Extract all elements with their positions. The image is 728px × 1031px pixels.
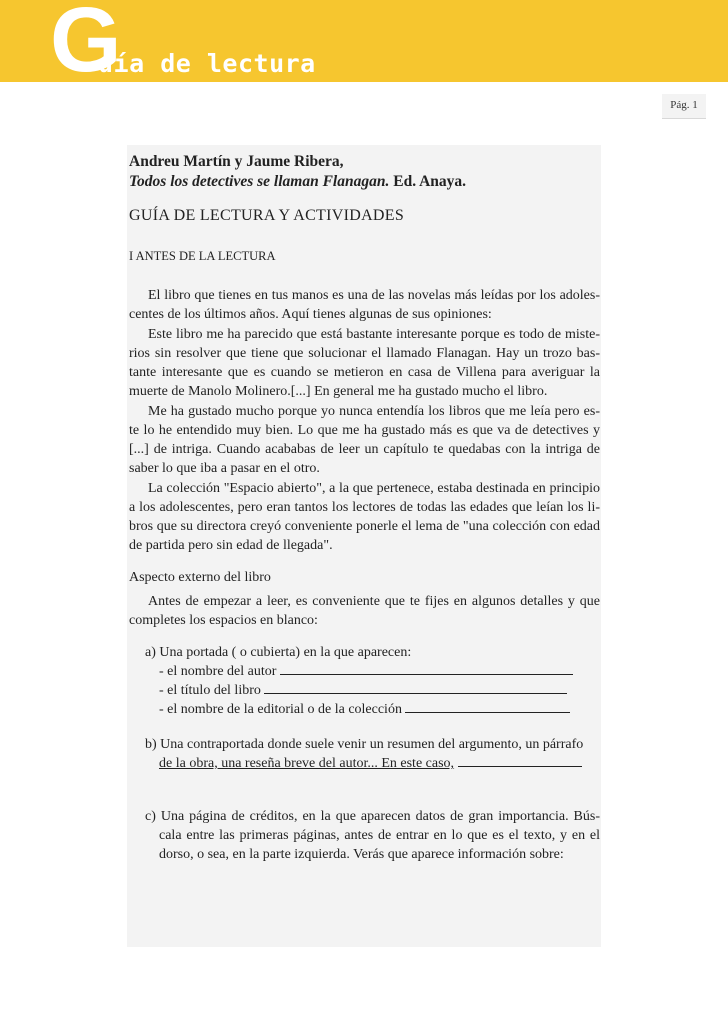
item-b-line2: de la obra, una reseña breve del autor... En este caso, [159, 756, 455, 771]
page-number: Pág. 1 [662, 94, 706, 119]
item-a-author-row [129, 662, 600, 681]
book-title-line [129, 172, 600, 192]
item-a-label: a) Una portada ( o cubierta) en la que aparecen: [145, 645, 412, 660]
banner-initial: G [50, 0, 120, 91]
book-title: Todos los detectives se llaman Flanagan. [129, 173, 390, 190]
book-authors: Andreu Martín y Jaume Ribera, [129, 153, 344, 170]
item-a-title-row [129, 681, 600, 700]
item-b-line1: b) Una contraportada donde suele venir un resumen del argumento, un párrafo [145, 737, 584, 752]
header-banner [0, 0, 728, 91]
paragraph-collection: La colección "Espacio abierto", a la que pertenece, estaba destinada en principio a los adolescentes, pero eran tantos los lectores de todas las edades que leían los li- bros que su directora creyó conveniente ponerle el lema de "una colección con edad de partida pero sin edad de llegada". [129, 481, 600, 553]
summary-blank[interactable] [458, 754, 582, 767]
book-publisher: Ed. Anaya. [393, 173, 467, 190]
item-a-publisher-label: - el nombre de la editorial o de la colección [159, 702, 402, 717]
paragraph-opinion-1: Este libro me ha parecido que está bastante interesante porque es todo de miste- rios sin resolver que tiene que solucionar el llamado Flanagan. Hay un trozo bas- tante interesante que es cuando se metieron en casa de Villena para averiguar la muerte de Manolo Molinero.[...] En general me ha gustado mucho el libro. [129, 327, 600, 399]
title-blank[interactable] [264, 681, 567, 694]
document-body [129, 152, 600, 864]
section-title: I ANTES DE LA LECTURA [129, 249, 276, 263]
paragraph-intro: El libro que tienes en tus manos es una de las novelas más leídas por los adoles- centes de los últimos años. Aquí tienes algunas de sus opiniones: [129, 288, 600, 322]
guide-title: GUÍA DE LECTURA Y ACTIVIDADES [129, 207, 405, 224]
author-blank[interactable] [280, 662, 573, 675]
aspect-intro: Antes de empezar a leer, es conveniente que te fijes en algunos detalles y que completes los espacios en blanco: [129, 594, 600, 628]
item-b-line2-row [129, 754, 600, 773]
item-a-publisher-row [129, 700, 600, 719]
paragraph-opinion-2: Me ha gustado mucho porque yo nunca entendía los libros que me leía pero es- te lo he entendido muy bien. Lo que me ha gustado más es que va de detectives y [...] de intriga. Cuando acababas de leer un capítulo te quedabas con la intriga de saber lo que iba a pasar en el otro. [129, 404, 600, 476]
item-a-author-label: - el nombre del autor [159, 664, 277, 679]
banner-title: uía de lectura [98, 49, 316, 78]
aspect-heading: Aspecto externo del libro [129, 570, 271, 585]
item-a-title-label: - el título del libro [159, 683, 261, 698]
item-c-text: c) Una página de créditos, en la que aparecen datos de gran importancia. Bús- cala entre las primeras páginas, antes de entrar en lo que es el texto, y en el dorso, o sea, en la parte izquierda. Verás que aparece información sobre: [145, 809, 600, 862]
publisher-blank[interactable] [405, 700, 570, 713]
